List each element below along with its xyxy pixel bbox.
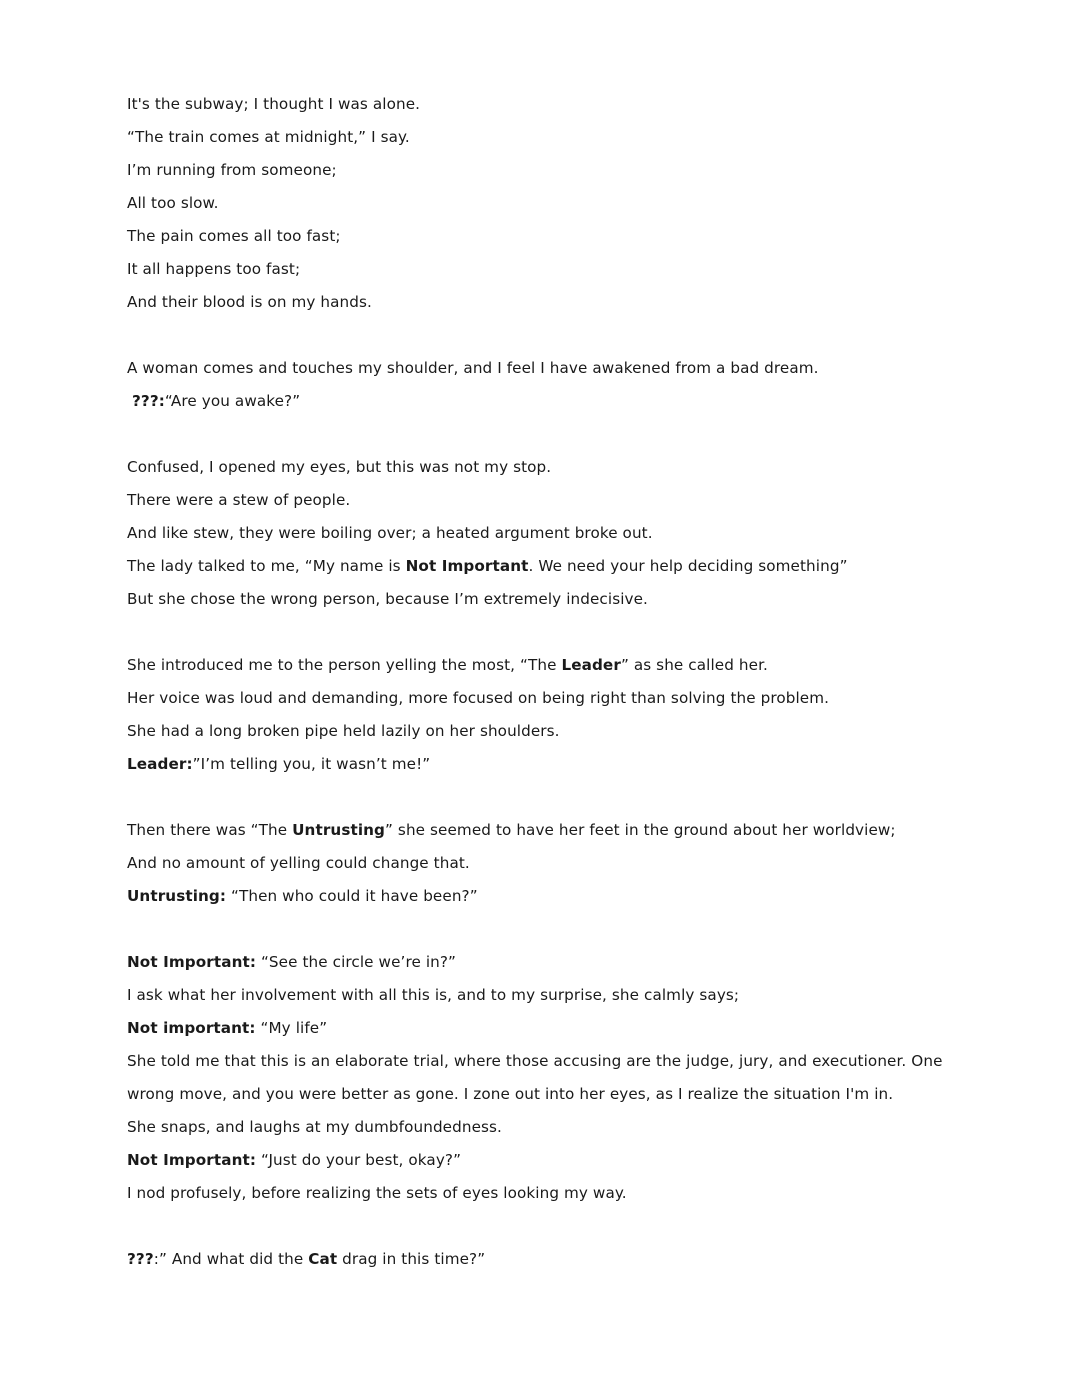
- speaker-label: Not Important:: [127, 1151, 257, 1169]
- speech-text: “See the circle we’re in?”: [256, 953, 457, 971]
- text-segment: She introduced me to the person yelling the most, “The: [127, 656, 562, 674]
- text-line: And their blood is on my hands.: [127, 293, 372, 311]
- text-line: I ask what her involvement with all this is, and to my surprise, she calmly says;: [127, 986, 740, 1004]
- paragraph-gap: [127, 620, 957, 653]
- text-line: wrong move, and you were better as gone. I zone out into her eyes, as I realize the situation I'm in.: [127, 1085, 894, 1103]
- text-line: There were a stew of people.: [127, 491, 351, 509]
- paragraph-gap: [127, 422, 957, 455]
- speech-text: ”I’m telling you, it wasn’t me!”: [192, 755, 431, 773]
- text-line: Her voice was loud and demanding, more focused on being right than solving the problem.: [127, 689, 830, 707]
- text-line: She had a long broken pipe held lazily on her shoulders.: [127, 722, 560, 740]
- dialogue-line: [127, 950, 957, 983]
- speaker-label: Not important:: [127, 1019, 256, 1037]
- text-line: But she chose the wrong person, because I’m extremely indecisive.: [127, 590, 648, 608]
- text-line: She snaps, and laughs at my dumbfoundedness.: [127, 1118, 502, 1136]
- speech-text: “Then who could it have been?”: [226, 887, 478, 905]
- document-page: [127, 92, 957, 1280]
- text-line: It's the subway; I thought I was alone.: [127, 95, 421, 113]
- text-segment: The lady talked to me, “My name is: [127, 557, 406, 575]
- text-line: She told me that this is an elaborate trial, where those accusing are the judge, jury, and executioner. One: [127, 1052, 943, 1070]
- speaker-label: Leader:: [127, 755, 193, 773]
- text-line: [127, 554, 957, 587]
- text-line: Confused, I opened my eyes, but this was not my stop.: [127, 458, 552, 476]
- speech-text: “Just do your best, okay?”: [256, 1151, 462, 1169]
- text-line: And like stew, they were boiling over; a heated argument broke out.: [127, 524, 653, 542]
- text-line: And no amount of yelling could change that.: [127, 854, 470, 872]
- character-name: Not Important: [405, 557, 529, 575]
- text-line: I nod profusely, before realizing the sets of eyes looking my way.: [127, 1184, 627, 1202]
- paragraph-gap: [127, 785, 957, 818]
- paragraph-gap: [127, 1214, 957, 1247]
- speaker-label: Untrusting:: [127, 887, 227, 905]
- speaker-label: ???: [127, 1250, 154, 1268]
- speaker-label: Not Important:: [127, 953, 257, 971]
- dialogue-line: [127, 1148, 957, 1181]
- dialogue-line: [127, 389, 957, 422]
- text-line: A woman comes and touches my shoulder, and I feel I have awakened from a bad dream.: [127, 359, 819, 377]
- speech-text: “Are you awake?”: [164, 392, 301, 410]
- text-line: The pain comes all too fast;: [127, 227, 341, 245]
- text-line: “The train comes at midnight,” I say.: [127, 128, 410, 146]
- paragraph-gap: [127, 323, 957, 356]
- character-name: Untrusting: [292, 821, 386, 839]
- dialogue-line: [127, 884, 957, 917]
- text-segment: ” as she called her.: [620, 656, 768, 674]
- paragraph-gap: [127, 917, 957, 950]
- text-segment: Then there was “The: [127, 821, 293, 839]
- text-line: All too slow.: [127, 194, 219, 212]
- text-line: [127, 818, 957, 851]
- text-segment: drag in this time?”: [337, 1250, 486, 1268]
- text-line: I’m running from someone;: [127, 161, 337, 179]
- speaker-label: ???:: [132, 392, 165, 410]
- text-line: It all happens too fast;: [127, 260, 301, 278]
- text-line: [127, 653, 957, 686]
- dialogue-line: [127, 1247, 957, 1280]
- character-name: Leader: [561, 656, 621, 674]
- dialogue-line: [127, 752, 957, 785]
- speech-text: “My life”: [255, 1019, 328, 1037]
- text-segment: . We need your help deciding something”: [528, 557, 848, 575]
- dialogue-line: [127, 1016, 957, 1049]
- text-segment: ” she seemed to have her feet in the ground about her worldview;: [385, 821, 896, 839]
- text-segment: :” And what did the: [153, 1250, 309, 1268]
- character-name: Cat: [308, 1250, 338, 1268]
